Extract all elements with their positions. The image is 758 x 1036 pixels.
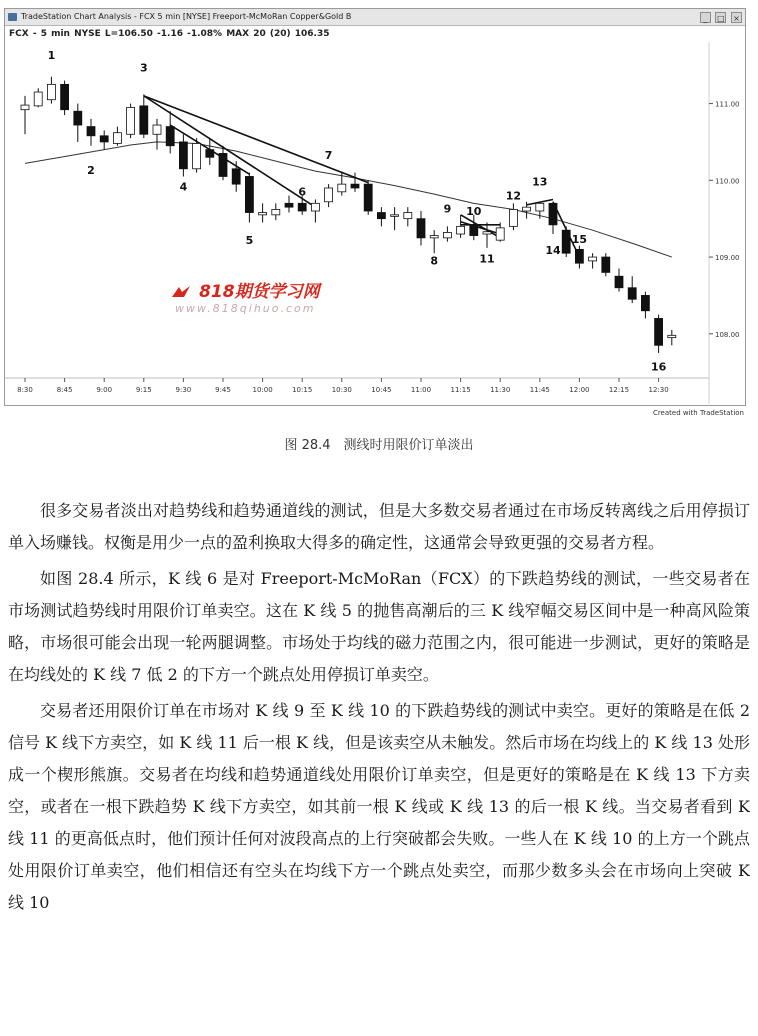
watermark-logo-icon xyxy=(171,285,191,299)
candle-body-down xyxy=(219,153,227,176)
x-tick-label: 9:30 xyxy=(175,386,192,394)
candle xyxy=(602,253,610,276)
y-tick-label: 108.00 xyxy=(715,330,740,339)
bar-number-label: 7 xyxy=(324,148,333,162)
bar-number-label: 15 xyxy=(571,233,588,247)
candle-body-up xyxy=(311,203,319,211)
candle xyxy=(61,81,69,116)
x-tick-label: 12:00 xyxy=(569,386,590,394)
bar-number-label: 4 xyxy=(179,180,188,194)
x-tick-label: 11:30 xyxy=(490,386,511,394)
candle-body-up xyxy=(127,107,135,134)
candle xyxy=(364,180,372,215)
candle-body-down xyxy=(549,203,557,224)
candle-body-up xyxy=(523,207,531,211)
candle-body-down xyxy=(641,295,649,310)
paragraph: 很多交易者淡出对趋势线和趋势通道线的测试，但是大多数交易者通过在市场反转离线之后用停损订单入场赚钱。权衡是用少一点的盈利换取大得多的确定性，这通常会导致更强的交易者方程。 xyxy=(8,501,750,552)
candle-body-up xyxy=(443,232,451,237)
candle-body-down xyxy=(298,203,306,211)
bar-number-label: 6 xyxy=(298,185,307,199)
x-tick-label: 11:45 xyxy=(529,386,550,394)
bar-number-label: 11 xyxy=(479,252,495,266)
candle-body-down xyxy=(602,257,610,272)
candle-body-down xyxy=(232,169,240,184)
window-controls xyxy=(698,11,742,26)
candle-body-down xyxy=(140,106,148,134)
watermark xyxy=(171,277,320,315)
candle-body-down xyxy=(628,288,636,300)
symbol-info-bar: FCX - 5 min NYSE L=106.50 -1.16 -1.08% MAX 20 (20) 106.35 xyxy=(9,29,330,39)
x-tick-label: 9:00 xyxy=(96,386,113,394)
bar-number-label: 10 xyxy=(466,204,482,218)
paragraph: 如图 28.4 所示，K 线 6 是对 Freeport-McMoRan（FCX）的下跌趋势线的测试，一些交易者在市场测试趋势线时用限价订单卖空。这在 K 线 5 的抛售高潮后的三 K 线窄幅交易区间中是一种高风险策略，市场很可能会出现一轮两腿调整。市场处于均线的磁力范围之内，很可能进一步测试，更好的策略是在均线处的 K 线 7 低 2 的下方一个跳点处用停损订单卖空。 xyxy=(8,569,750,684)
bar-number-label: 14 xyxy=(545,243,561,257)
candle-body-up xyxy=(430,236,438,238)
candle-body-up xyxy=(496,228,504,240)
x-tick-label: 12:15 xyxy=(608,386,630,394)
x-tick-label: 10:00 xyxy=(252,386,273,394)
candle-body-up xyxy=(34,92,42,106)
x-tick-label: 8:45 xyxy=(56,386,73,394)
candle-body-down xyxy=(417,219,425,238)
body-text xyxy=(8,495,750,923)
candle-body-down xyxy=(470,225,478,236)
chart-window xyxy=(4,8,746,406)
candle-body-down xyxy=(285,203,293,207)
x-tick-label: 9:45 xyxy=(215,386,231,394)
close-button[interactable]: × xyxy=(731,12,742,23)
maximize-button[interactable]: □ xyxy=(717,14,725,23)
candle-body-down xyxy=(351,184,359,188)
x-tick-label: 8:30 xyxy=(17,386,33,394)
bar-number-label: 2 xyxy=(87,164,95,178)
watermark-title: 818期货学习网 xyxy=(199,282,320,302)
x-tick-label: 9:15 xyxy=(135,386,152,394)
candle-body-down xyxy=(615,276,623,288)
candle-body-down xyxy=(364,184,372,211)
x-tick-label: 10:15 xyxy=(292,386,313,394)
candle-body-down xyxy=(179,142,187,169)
bar-number-label: 8 xyxy=(430,254,439,268)
bar-number-label: 1 xyxy=(47,49,56,63)
candle-body-up xyxy=(193,143,201,168)
candle-body-down xyxy=(74,111,82,125)
watermark-url: www.818qihuo.com xyxy=(175,302,316,315)
chart-credit: Created with TradeStation xyxy=(652,409,744,417)
candle-body-down xyxy=(206,150,214,158)
candle xyxy=(127,104,135,139)
candle-body-up xyxy=(113,133,121,144)
y-tick-label: 110.00 xyxy=(715,177,740,186)
candle-body-down xyxy=(655,318,663,345)
window-titlebar xyxy=(5,9,745,26)
bar-number-label: 13 xyxy=(532,175,548,189)
candle-body-down xyxy=(100,136,108,142)
candle-body-down xyxy=(87,127,95,136)
window-title: TradeStation Chart Analysis - FCX 5 min [NYSE] Freeport-McMoRan Copper&Gold B xyxy=(21,12,352,21)
x-tick-label: 11:15 xyxy=(450,386,471,394)
candle-body-up xyxy=(391,215,399,217)
y-tick-label: 109.00 xyxy=(715,254,740,263)
candle-body-up xyxy=(338,184,346,192)
x-tick-label: 10:30 xyxy=(331,386,352,394)
bar-number-label: 12 xyxy=(505,189,522,203)
candle-body-up xyxy=(536,203,544,211)
candle-body-down xyxy=(562,230,570,253)
candle-body-up xyxy=(457,226,465,234)
bar-number-label: 3 xyxy=(139,61,148,75)
bar-number-label: 16 xyxy=(650,360,667,374)
minimize-button[interactable]: _ xyxy=(700,12,711,23)
candle xyxy=(193,138,201,173)
plot-area xyxy=(5,42,745,404)
paragraph: 交易者还用限价订单在市场对 K 线 9 至 K 线 10 的下跌趋势线的测试中卖空。更好的策略是在低 2 信号 K 线下方卖空，如 K 线 11 后一根 K 线，但是该卖空从未触发。然后市场在均线上的 K 线 13 处形成一个楔形熊旗。交易者在均线和趋势通道线处用限价订单卖空，但是更好的策略是在 K 线 13 下方卖空，或者在一根下跌趋势 K 线下方卖空，如其前一根 K 线或 K 线 13 的后一根 K 线。当交易者看到 K 线 11 的更高低点时，他们预计任何对波段高点的上行突破都会失败。一些人在 K 线 10 的上方一个跳点处用限价订单卖空，他们相信还有空头在均线下方一个跳点处卖空，而那少数多头会在市场向上突破 K 线 10 xyxy=(8,701,750,912)
candle-body-up xyxy=(509,209,517,226)
candle-body-up xyxy=(153,125,161,134)
candle-body-down xyxy=(61,84,69,109)
candle-body-up xyxy=(272,209,280,214)
x-tick-label: 11:00 xyxy=(410,386,432,394)
x-tick-label: 12:30 xyxy=(648,386,669,394)
candle-body-up xyxy=(668,335,676,337)
candle-body-up xyxy=(47,84,55,99)
bar-number-label: 9 xyxy=(443,202,452,216)
candle-body-up xyxy=(483,232,491,234)
candle-body-down xyxy=(166,127,174,146)
candlestick-chart[interactable] xyxy=(5,42,745,404)
bar-number-label: 5 xyxy=(245,234,254,247)
candle xyxy=(562,226,570,257)
candle-body-down xyxy=(245,176,253,212)
candle-body-up xyxy=(589,257,597,261)
candle-body-down xyxy=(377,213,385,219)
candle-body-up xyxy=(259,213,267,215)
candle-body-up xyxy=(21,105,29,110)
candle-body-up xyxy=(325,188,333,202)
candle-body-up xyxy=(404,213,412,219)
x-tick-label: 10:45 xyxy=(371,386,392,394)
figure-caption: 图 28.4 测线时用限价订单淡出 xyxy=(284,438,474,453)
tradestation-app-icon xyxy=(8,13,17,21)
candle-body-down xyxy=(575,249,583,263)
y-tick-label: 111.00 xyxy=(715,100,740,109)
